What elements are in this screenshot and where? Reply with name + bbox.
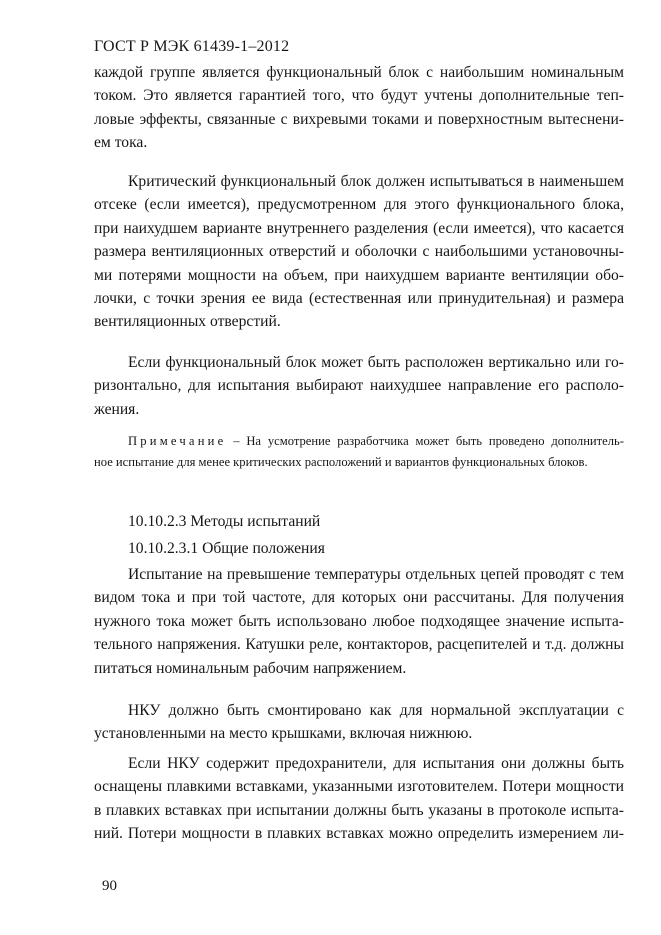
paragraph-mounting xyxy=(94,699,624,746)
text-line: НКУ должно быть смонтировано как для нормальной эксплуатации с xyxy=(128,702,624,719)
text-line: отсеке (если имеется), предусмотренном для этого функционального блока, xyxy=(94,196,624,214)
text-line: видом тока и при той частоте, для которых они рассчитаны. Для получения xyxy=(94,589,624,607)
subsection-heading: 10.10.2.3.1 Общие положения xyxy=(128,540,325,557)
note-line xyxy=(94,431,624,452)
text-line: тельного напряжения. Катушки реле, контакторов, расцепителей и т.д. должны xyxy=(94,636,624,654)
text-line: Если функциональный блок может быть расположен вертикально или го- xyxy=(128,354,624,371)
text-line: оснащены плавкими вставками, указанными изготовителем. Потери мощности xyxy=(94,778,624,796)
text-line: ловые эффекты, связанные с вихревыми токами и поверхностным вытеснени- xyxy=(94,110,624,128)
page-number: 90 xyxy=(102,878,117,894)
paragraph-test-method xyxy=(94,563,624,680)
note-line: ное испытание для менее критических расположений и вариантов функциональных блоков. xyxy=(94,455,588,469)
note-text: – На усмотрение разработчика может быть проведено дополнитель- xyxy=(226,434,624,448)
text-line: ризонтально, для испытания выбирают наихудшее направление его располо- xyxy=(94,377,624,395)
text-line: вентиляционных отверстий. xyxy=(94,313,281,331)
text-line: каждой группе является функциональный блок с наибольшим номинальным xyxy=(94,64,624,81)
text-line: при наихудшем варианте внутреннего разделения (если имеется), что касается xyxy=(94,219,624,237)
text-line: Если НКУ содержит предохранители, для испытания они должны быть xyxy=(128,755,624,772)
text-line: ний. Потери мощности в плавких вставках можно определить измерением ли- xyxy=(94,825,624,843)
text-line: жения. xyxy=(94,400,140,418)
paragraph-fuses xyxy=(94,752,624,846)
text-line: ем тока. xyxy=(94,134,148,152)
standard-header: ГОСТ Р МЭК 61439-1–2012 xyxy=(94,38,290,55)
section-heading: 10.10.2.3 Методы испытаний xyxy=(128,513,321,530)
text-line: Испытание на превышение температуры отдельных цепей проводят с тем xyxy=(128,566,624,583)
paragraph-continuation xyxy=(94,61,624,155)
text-line: лочки, с точки зрения ее вида (естественная или принудительная) и размера xyxy=(94,289,624,307)
text-line: нужного тока может быть использовано любое подходящее значение испыта- xyxy=(94,612,624,630)
text-line: установленными на место крышками, включая нижнюю. xyxy=(94,725,473,743)
text-line: размера вентиляционных отверстий и оболочки с наибольшими установочны- xyxy=(94,243,624,261)
paragraph-critical-block xyxy=(94,170,624,334)
paragraph-orientation xyxy=(94,351,624,421)
text-line: Критический функциональный блок должен испытываться в наименьшем xyxy=(128,173,624,190)
text-line: ми потерями мощности на объем, при наихудшем варианте вентиляции обо- xyxy=(94,266,624,284)
text-line: током. Это является гарантией того, что будут учтены дополнительные теп- xyxy=(94,87,624,105)
text-line: питаться номинальным рабочим напряжением. xyxy=(94,659,407,677)
note-block xyxy=(94,431,624,473)
note-label: Примечание xyxy=(128,434,227,448)
text-line: в плавких вставках при испытании должны быть указаны в протоколе испыта- xyxy=(94,801,624,819)
